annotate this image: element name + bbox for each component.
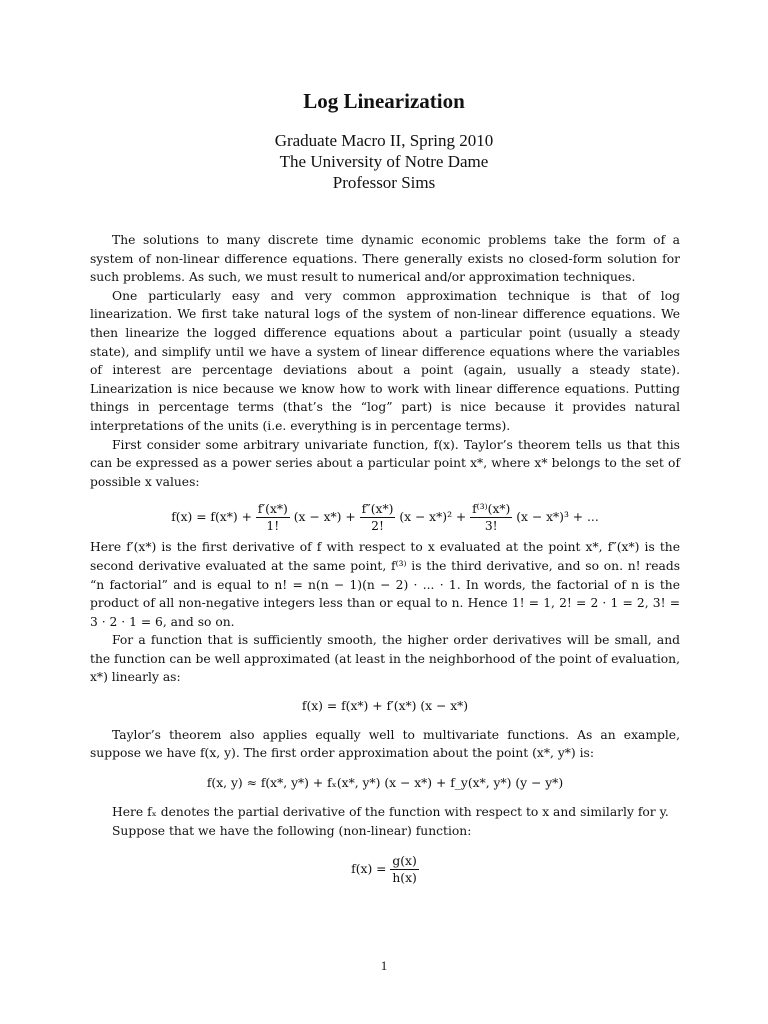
eq1-frac-3 — [470, 501, 512, 534]
eq1-num-3: f⁽³⁾(x*) — [472, 502, 511, 517]
eq4-frac — [390, 853, 418, 886]
paragraph-intro: The solutions to many discrete time dynamic economic problems take the form of a system of non-linear difference equations. There generally exists no closed-form solution for such problems. As such, we must result to numerical and/or approximation techniques. — [90, 233, 680, 285]
eq1-den-3: 3! — [484, 519, 498, 534]
eq4-lhs: f(x) = — [351, 861, 391, 876]
university-line: The University of Notre Dame — [279, 152, 489, 171]
eq1-den-1: 1! — [266, 519, 280, 534]
eq1-frac-1 — [256, 501, 290, 534]
eq1-num-2: f″(x*) — [361, 502, 394, 517]
eq1-term-3: (x − x*)³ + ... — [512, 510, 599, 525]
eq1-num-1: f′(x*) — [257, 502, 288, 517]
paragraph-partial: Here fₓ denotes the partial derivative of the function with respect to x and similarly for y. — [112, 805, 669, 820]
eq1-term-1: (x − x*) + — [289, 510, 360, 525]
eq1-lhs: f(x) = f(x*) + — [171, 510, 256, 525]
document-body — [90, 231, 680, 886]
eq1-den-2: 2! — [371, 519, 384, 534]
page-number: 1 — [380, 958, 388, 973]
professor-line: Professor Sims — [332, 173, 436, 192]
paragraph-multivariate: Taylor’s theorem also applies equally well to multivariate functions. As an example, suppose we have f(x, y). The first order approximation about the point (x*, y*) is: — [90, 727, 680, 761]
eq4-num: g(x) — [390, 853, 418, 870]
paragraph-taylor: First consider some arbitrary univariate function, f(x). Taylor’s theorem tells us that this can be expressed as a power series about a particular point x*, where x* belongs to the set of possible x values: — [90, 437, 680, 489]
paragraph-smooth: For a function that is sufficiently smooth, the higher order derivatives will be small, and the function can be well approximated (at least in the neighborhood of the point of evaluation, x*) linearly as: — [90, 633, 680, 685]
document-meta — [0, 130, 768, 193]
eq1-frac-2 — [360, 501, 396, 534]
eq4-den: h(x) — [392, 870, 417, 885]
equation-taylor-series — [90, 501, 680, 534]
eq1-term-2: (x − x*)² + — [395, 510, 471, 525]
equation-linear-approx: f(x) = f(x*) + f′(x*) (x − x*) — [301, 699, 469, 714]
equation-ratio — [90, 853, 680, 886]
paragraph-derivatives: Here f′(x*) is the first derivative of f with respect to x evaluated at the point x*, f″(x*) is the second derivative evaluated at the same point, f⁽³⁾ is the third derivative, and so on. n! reads “n factorial” and is equal to n! = n(n − 1)(n − 2) · ... · 1. In words, the factorial of n is the product of all non-negative integers less than or equal to n. Hence 1! = 1, 2! = 2 · 1 = 2, 3! = 3 · 2 · 1 = 6, and so on. — [90, 540, 680, 629]
document-title: Log Linearization — [303, 89, 465, 113]
equation-multivariate: f(x, y) ≈ f(x*, y*) + fₓ(x*, y*) (x − x*) + f_y(x*, y*) (y − y*) — [206, 775, 564, 790]
paragraph-technique: One particularly easy and very common approximation technique is that of log linearization. We first take natural logs of the system of non-linear difference equations. We then linearize the logged difference equations about a particular point (usually a steady state), and simplify until we have a system of linear difference equations where the variables of interest are percentage deviations about a point (again, usually a steady state). Linearization is nice because we know how to work with linear difference equations. Putting things in percentage terms (that’s the “log” part) is nice because it provides natural interpretations of the units (i.e. everything is in percentage terms). — [90, 288, 680, 433]
course-line: Graduate Macro II, Spring 2010 — [274, 131, 494, 150]
paragraph-suppose: Suppose that we have the following (non-linear) function: — [112, 824, 472, 839]
